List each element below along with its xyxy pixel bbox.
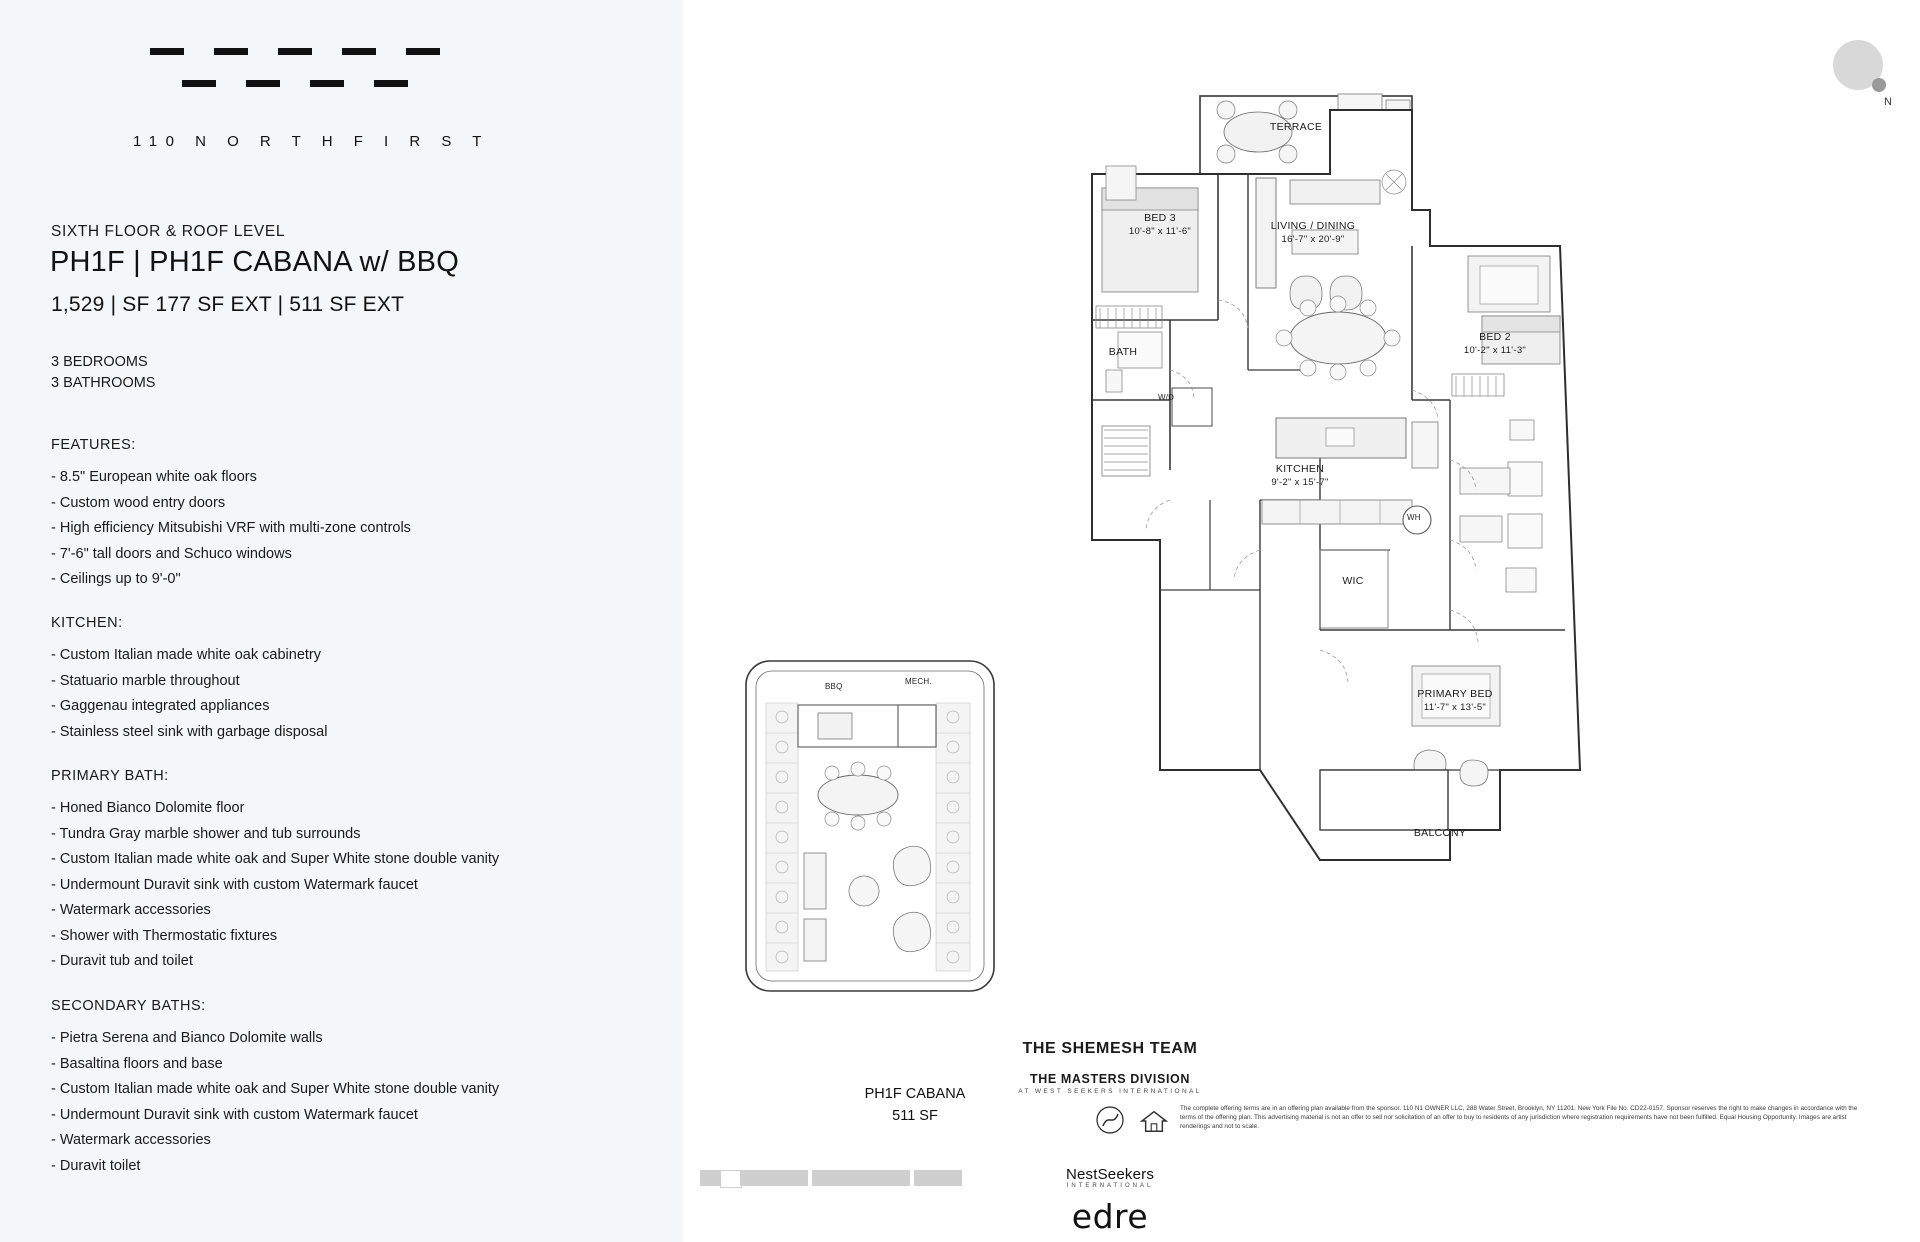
- brokerage-branding: [980, 1040, 1240, 1236]
- info-panel: [0, 0, 683, 1242]
- scale-bar: [700, 1170, 980, 1186]
- list-item: - Custom wood entry doors: [51, 494, 226, 511]
- list-item: - Gaggenau integrated appliances: [51, 698, 270, 714]
- list-item: - Watermark accessories: [51, 1132, 211, 1148]
- room-label-wic: WIC: [1342, 575, 1364, 587]
- floor-level-label: SIXTH FLOOR & ROOF LEVEL: [51, 223, 286, 240]
- nest-seekers-name: NestSeekers: [1065, 1166, 1155, 1183]
- list-item: - Tundra Gray marble shower and tub surrounds: [51, 825, 361, 842]
- list-item: - Shower with Thermostatic fixtures: [51, 927, 278, 944]
- list-item: - Custom Italian made white oak and Super White stone double vanity: [51, 1081, 500, 1097]
- section-list: [51, 1026, 651, 1179]
- list-item: - Duravit tub and toilet: [51, 953, 193, 969]
- list-item: - Watermark accessories: [51, 902, 211, 918]
- section-primary-bath: [51, 768, 651, 975]
- page-title: PH1F | PH1F CABANA w/ BBQ: [50, 246, 459, 278]
- list-item: - Honed Bianco Dolomite floor: [51, 800, 245, 816]
- building-wordmark: 110 N O R T H F I R S T: [133, 133, 490, 150]
- list-item: - High efficiency Mitsubishi VRF with multi-zone controls: [51, 520, 411, 536]
- team-name: THE SHEMESH TEAM: [1022, 1040, 1198, 1057]
- division-subtitle: AT WEST SEEKERS INTERNATIONAL: [1018, 1088, 1202, 1095]
- list-item: - Pietra Serena and Bianco Dolomite walls: [51, 1030, 323, 1046]
- nest-seekers-mark-icon: [1095, 1105, 1125, 1135]
- room-label-terrace: TERRACE: [1269, 121, 1323, 133]
- list-item: - Duravit toilet: [51, 1157, 141, 1174]
- compass-north-label: N: [1884, 96, 1892, 108]
- room-label-living-dining: LIVING / DINING 16'-7" x 20'-9": [1270, 220, 1356, 245]
- list-item: - Stainless steel sink with garbage disposal: [51, 723, 328, 740]
- nest-seekers-subtitle: INTERNATIONAL: [1066, 1183, 1154, 1189]
- section-kitchen: [51, 615, 651, 745]
- label-bbq: BBQ: [825, 682, 843, 691]
- room-label-bed3: BED 3 10'-8" x 11'-6": [1128, 212, 1192, 237]
- legal-disclaimer: The complete offering terms are in an offering plan available from the sponsor. 110 N1 OWNER LLC, 288 Water Street, Brooklyn, NY 11201. New York File No. CD22-0157. Sponsor reserves the right to make changes in accordance with the terms of the offering plan. This advertising material is not an offer to sell nor solicitation of an offer to buy to residents of any jurisdiction where registration requirements have not been fulfilled. Equal Housing Opportunity. Images are artist renderings and not to scale.: [1180, 1105, 1858, 1131]
- division-name: THE MASTERS DIVISION: [1030, 1072, 1190, 1086]
- room-label-balcony: BALCONY: [1413, 827, 1467, 839]
- cabana-floorplan-drawing: [740, 655, 1020, 1015]
- section-heading: FEATURES:: [51, 437, 136, 453]
- bathroom-count: 3 BATHROOMS: [51, 375, 156, 391]
- list-item: - Custom Italian made white oak and Super White stone double vanity: [51, 851, 500, 867]
- section-list: [51, 643, 651, 745]
- section-features: [51, 437, 651, 593]
- section-heading: SECONDARY BATHS:: [51, 998, 206, 1014]
- list-item: - Undermount Duravit sink with custom Watermark faucet: [51, 1106, 418, 1123]
- cabana-title: PH1F CABANA: [864, 1086, 966, 1102]
- list-item: - Statuario marble throughout: [51, 672, 240, 689]
- list-item: - Undermount Duravit sink with custom Watermark faucet: [51, 876, 418, 893]
- room-label-bath: BATH: [1108, 346, 1138, 358]
- section-heading: KITCHEN:: [51, 615, 123, 631]
- cabana-area: 511 SF: [892, 1108, 938, 1124]
- section-list: [51, 796, 651, 975]
- compass-dot: [1872, 78, 1886, 92]
- label-washer-dryer: W/D: [1158, 393, 1175, 402]
- bedroom-count: 3 BEDROOMS: [51, 354, 148, 370]
- equal-housing-icon: [1140, 1108, 1168, 1134]
- list-item: - Ceilings up to 9'-0": [51, 571, 181, 587]
- area-summary: 1,529 | SF 177 SF EXT | 511 SF EXT: [51, 293, 405, 316]
- room-label-bed2: BED 2 10'-2" x 11'-3": [1463, 331, 1527, 356]
- section-list: [51, 465, 651, 593]
- label-water-heater: WH: [1407, 513, 1421, 522]
- list-item: - 7'-6" tall doors and Schuco windows: [51, 545, 292, 562]
- list-item: - 8.5" European white oak floors: [51, 469, 257, 485]
- room-label-primary-bed: PRIMARY BED 11'-7" x 13'-5": [1417, 688, 1493, 713]
- edre-logo: edre: [1071, 1197, 1149, 1236]
- room-label-kitchen: KITCHEN 9'-2" x 15'-7": [1271, 463, 1329, 488]
- section-heading: PRIMARY BATH:: [51, 768, 169, 784]
- label-mech: MECH.: [905, 677, 932, 686]
- room-counts: [51, 352, 155, 394]
- list-item: - Basaltina floors and base: [51, 1055, 223, 1072]
- section-secondary-baths: [51, 998, 651, 1179]
- list-item: - Custom Italian made white oak cabinetry: [51, 647, 321, 663]
- building-logo: [140, 48, 540, 138]
